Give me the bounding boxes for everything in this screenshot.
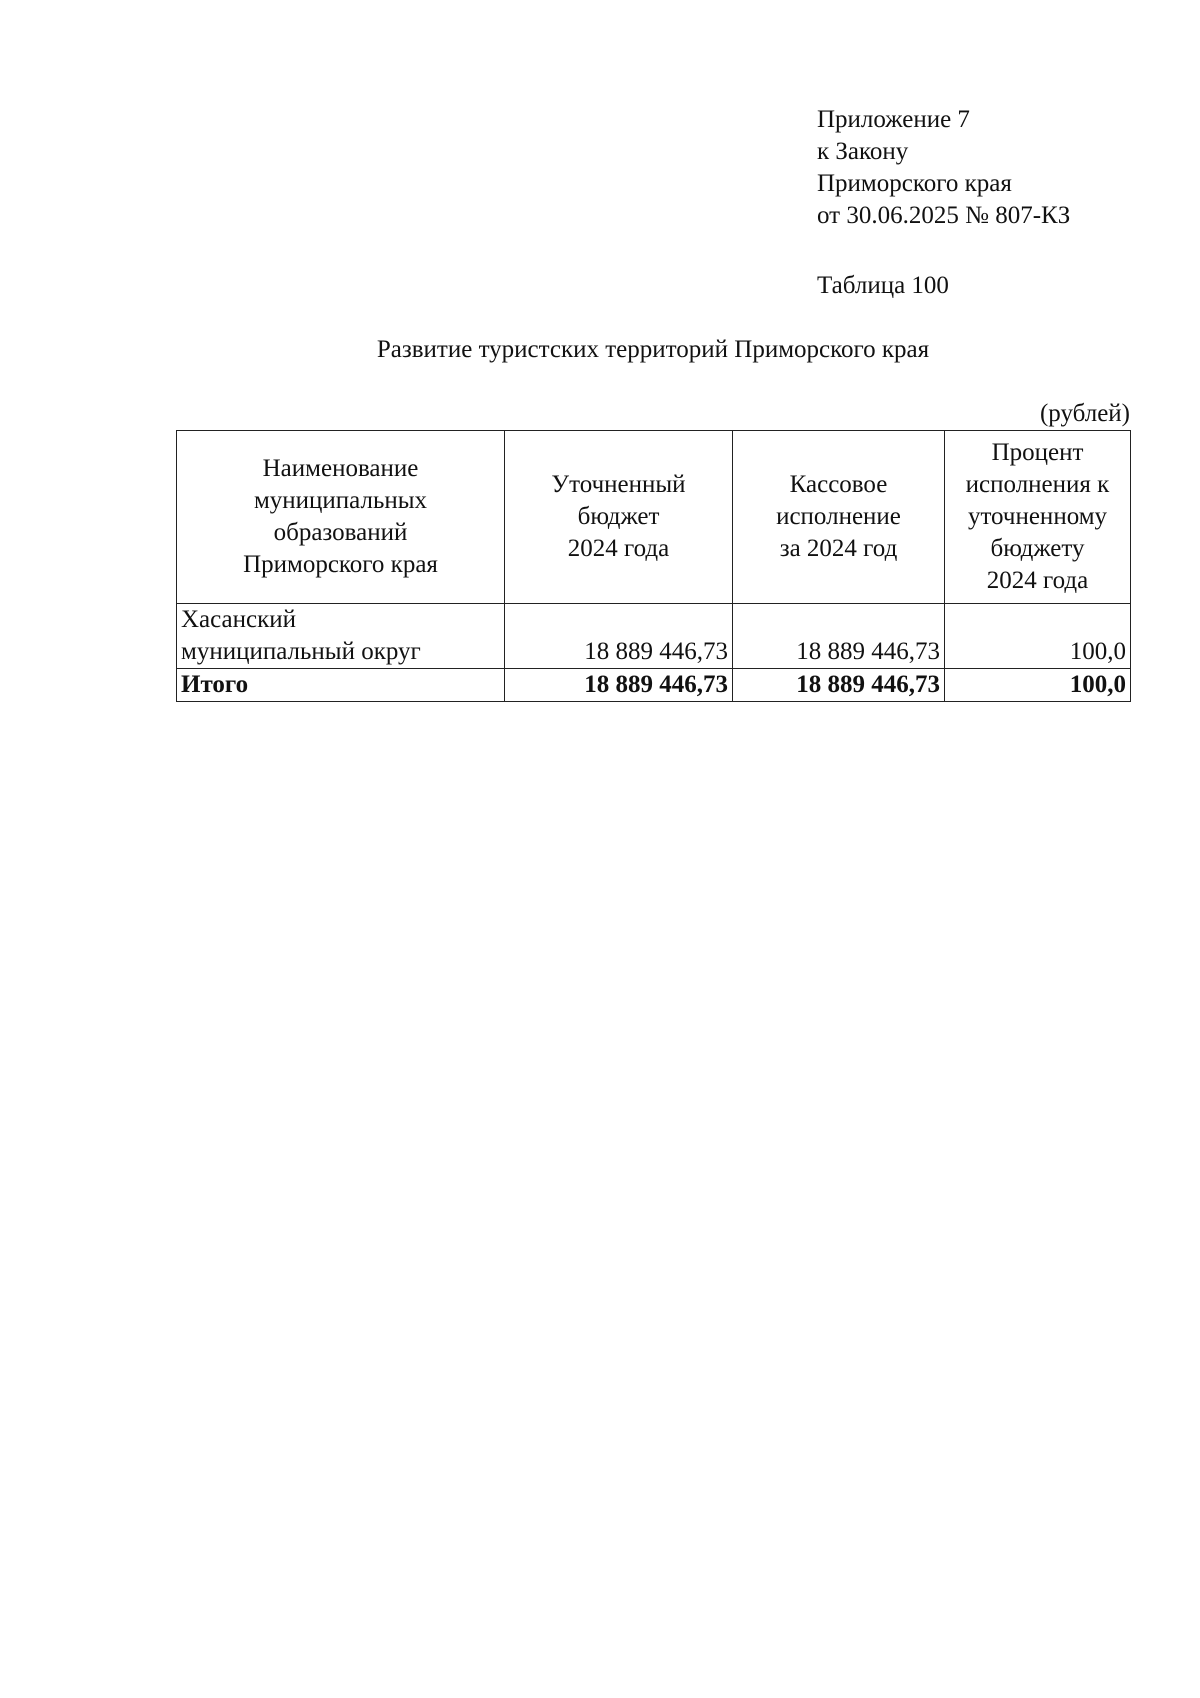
header-execution <box>733 431 945 604</box>
total-execution: 18 889 446,73 <box>733 669 945 702</box>
annex-line: к Закону <box>817 138 909 165</box>
document-title: Развитие туристских территорий Приморского края <box>376 336 930 363</box>
cell-budget: 18 889 446,73 <box>505 604 733 669</box>
header-text: Процент исполнения к уточненному бюджету 2024 года <box>965 439 1110 594</box>
table-header-row <box>177 431 1131 604</box>
annex-line: Приморского края <box>817 170 1012 197</box>
cell-percent: 100,0 <box>945 604 1131 669</box>
total-row <box>177 669 1131 702</box>
table-row <box>177 604 1131 669</box>
header-percent <box>945 431 1131 604</box>
total-label: Итого <box>177 669 505 702</box>
total-budget: 18 889 446,73 <box>505 669 733 702</box>
unit-label: (рублей) <box>1039 400 1130 427</box>
annex-block <box>817 104 1070 232</box>
header-text: Наименование муниципальных образований Приморского края <box>243 455 438 578</box>
cell-execution: 18 889 446,73 <box>733 604 945 669</box>
header-text: Уточненный бюджет 2024 года <box>551 471 686 562</box>
cell-municipality: Хасанский муниципальный округ <box>177 604 505 669</box>
budget-table <box>176 430 1131 702</box>
header-budget <box>505 431 733 604</box>
annex-line: от 30.06.2025 № 807-КЗ <box>817 202 1071 229</box>
annex-line: Приложение 7 <box>817 106 970 133</box>
total-percent: 100,0 <box>945 669 1131 702</box>
header-municipality <box>177 431 505 604</box>
header-text: Кассовое исполнение за 2024 год <box>776 471 901 562</box>
table-number: Таблица 100 <box>817 272 949 299</box>
